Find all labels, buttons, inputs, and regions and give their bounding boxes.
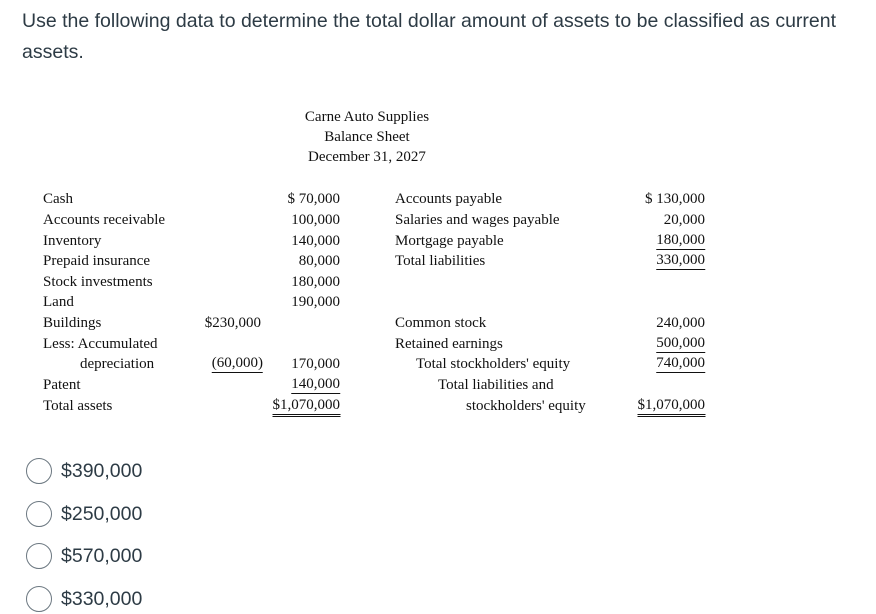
option-390000[interactable] <box>26 456 142 486</box>
statement-date: December 31, 2027 <box>308 149 426 165</box>
land-value: 190,000 <box>291 294 340 310</box>
total-liabilities-equity-value: $1,070,000 <box>638 397 706 417</box>
patent-value: 140,000 <box>291 376 340 392</box>
buildings-net-value: 170,000 <box>291 356 340 372</box>
salaries-payable-value: 20,000 <box>663 212 705 228</box>
total-equity-value: 740,000 <box>656 355 705 371</box>
retained-earnings-label: Retained earnings <box>395 336 503 352</box>
total-equity-label: Total stockholders' equity <box>416 356 571 372</box>
inventory-label: Inventory <box>43 233 102 249</box>
stock-investments-value: 180,000 <box>291 274 340 290</box>
option-250000[interactable] <box>26 499 142 529</box>
prepaid-insurance-value: 80,000 <box>298 253 340 269</box>
mortgage-payable-value: 180,000 <box>656 232 705 248</box>
option-label: $330,000 <box>61 587 143 610</box>
option-label: $390,000 <box>61 459 143 482</box>
buildings-label: Buildings <box>43 315 102 331</box>
radio-button[interactable] <box>26 501 52 527</box>
depreciation-label: depreciation <box>80 356 155 372</box>
radio-button[interactable] <box>26 458 52 484</box>
accounts-receivable-label: Accounts receivable <box>43 212 166 228</box>
option-330000[interactable] <box>26 584 142 614</box>
common-stock-value: 240,000 <box>656 315 705 331</box>
patent-label: Patent <box>43 377 81 393</box>
prepaid-insurance-label: Prepaid insurance <box>43 253 151 269</box>
cash-label: Cash <box>43 191 73 207</box>
retained-earnings-value: 500,000 <box>656 335 705 351</box>
total-liabilities-and-label: Total liabilities and <box>438 377 554 393</box>
statement-title: Balance Sheet <box>324 129 410 145</box>
company-name: Carne Auto Supplies <box>304 109 430 125</box>
buildings-gross-value: $230,000 <box>204 315 261 331</box>
option-label: $570,000 <box>61 544 143 567</box>
accounts-payable-label: Accounts payable <box>395 191 503 207</box>
inventory-value: 140,000 <box>291 233 340 249</box>
accounts-payable-value: $ 130,000 <box>645 191 705 207</box>
total-assets-value: $1,070,000 <box>273 397 341 417</box>
stockholders-equity-label: stockholders' equity <box>466 398 586 414</box>
total-liabilities-value: 330,000 <box>656 252 705 268</box>
cash-value: $ 70,000 <box>287 191 340 207</box>
option-label: $250,000 <box>61 502 143 525</box>
total-assets-label: Total assets <box>43 398 113 414</box>
radio-button[interactable] <box>26 543 52 569</box>
land-label: Land <box>43 294 74 310</box>
stock-investments-label: Stock investments <box>43 274 153 290</box>
accumulated-depreciation-value: (60,000) <box>211 355 263 371</box>
radio-button[interactable] <box>26 586 52 612</box>
salaries-payable-label: Salaries and wages payable <box>395 212 560 228</box>
total-liabilities-label: Total liabilities <box>395 253 486 269</box>
question-text: Use the following data to determine the total dollar amount of assets to be classified as current assets. <box>22 10 837 63</box>
less-accumulated-label: Less: Accumulated <box>43 336 158 352</box>
common-stock-label: Common stock <box>395 315 487 331</box>
option-570000[interactable] <box>26 541 142 571</box>
accounts-receivable-value: 100,000 <box>291 212 340 228</box>
mortgage-payable-label: Mortgage payable <box>395 233 504 249</box>
